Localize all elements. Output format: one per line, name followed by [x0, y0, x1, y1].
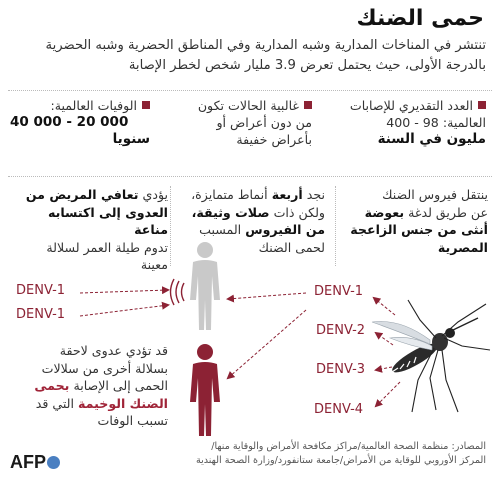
- impact-marks: [171, 279, 185, 305]
- recovery-line3: تدوم طيلة العمر لسلالة: [46, 239, 168, 255]
- types-line1b: أنماط متمايزة،: [191, 187, 268, 202]
- stat-deaths-label: الوفيات العالمية:: [50, 98, 137, 113]
- source-text: [156, 440, 486, 468]
- mosquito-icon: [372, 300, 490, 412]
- recovery-line4: معينة: [140, 257, 168, 272]
- recovery-bold1: تعافي المريض من: [25, 187, 139, 202]
- severe-line4b: التي قد: [35, 395, 75, 411]
- arrow: [376, 367, 392, 370]
- afp-dot-icon: [47, 456, 60, 469]
- arrow: [376, 333, 393, 345]
- types-count: أربعة: [271, 187, 303, 202]
- transmission-line1: ينتقل فيروس الضنك: [382, 187, 488, 202]
- denv-label: DENV-1: [16, 283, 66, 298]
- transmission-bold1: بعوضة: [364, 204, 405, 220]
- severe-line3: الحمى إلى الإصابة: [73, 378, 168, 393]
- arrow: [80, 290, 168, 293]
- arrow: [374, 298, 395, 315]
- denv-label: DENV-2: [316, 323, 366, 338]
- source-line1: المصادر: منظمة الصحة العالمية/مراكز مكافحة الأمراض والوقاية منها/: [211, 441, 486, 452]
- severe-line5: تسبب الوفات: [97, 413, 168, 428]
- types-line1a: نجد: [306, 187, 325, 202]
- stat-deaths-value: 40 000 - 20 000: [10, 114, 129, 130]
- types-line3b: المسبب: [199, 222, 242, 237]
- stat-cases-value: مليون في السنة: [377, 131, 486, 147]
- arrow: [80, 305, 168, 316]
- stat-mild-label: غالبية الحالات تكون: [197, 98, 299, 113]
- transmission-bold3: المصرية: [437, 239, 488, 255]
- types-line2a: ولكن ذات: [273, 204, 325, 220]
- stat-mild-label3: بأعراض خفيفة: [236, 132, 312, 147]
- denv-label: DENV-4: [314, 402, 364, 417]
- stat-deaths-unit: سنويا: [112, 131, 150, 147]
- stat-cases-label: العدد التقديري للإصابات: [349, 98, 473, 113]
- afp-logo: [10, 452, 60, 473]
- source-line2: المركز الأوروبي للوقاية من الأمراض/جامعة ستانفورد/وزارة الصحة الهندية: [195, 455, 486, 466]
- arrow: [228, 293, 306, 299]
- recovery-line1a: يؤدي: [142, 187, 168, 202]
- transmission-line2: عن طريق لدغة: [408, 204, 488, 220]
- severe-line2: بسلالة أخرى من سلالات: [41, 360, 168, 376]
- denv-label: DENV-1: [314, 284, 364, 299]
- recovery-bold2: العدوى إلى اكتسابه مناعة: [47, 204, 168, 237]
- intro-text: تنتشر في المناخات المدارية وشبه المدارية وفي المناطق الحضرية وشبه الحضرية بالدرجة الأولى، حيث يحتمل تعرض 3.9 مليار شخص لخطر الإصابة: [45, 38, 486, 73]
- severe-red1: بحمى: [34, 378, 70, 393]
- severe-line1: قد تؤدي عدوى لاحقة: [59, 343, 168, 358]
- types-line4: لحمى الضنك: [258, 239, 325, 255]
- transmission-bold2: أنثى من جنس الزاعجة: [350, 222, 488, 237]
- arrow: [228, 310, 306, 378]
- sick-person-icon: [190, 344, 220, 436]
- arrow: [376, 382, 400, 406]
- types-virus: من الفيروس: [245, 222, 325, 237]
- stat-cases-label2: العالمية: 98 - 400: [386, 115, 486, 130]
- severe-red2: الضنك الوخيمة: [78, 395, 168, 411]
- healthy-person-icon: [190, 242, 220, 330]
- stat-mild-label2: من دون أعراض أو: [216, 115, 312, 130]
- page-title: حمى الضنك: [356, 6, 484, 31]
- afp-logo-text: AFP: [10, 452, 46, 472]
- denv-label: DENV-1: [16, 307, 66, 322]
- types-related: صلات وثيقة،: [191, 204, 270, 220]
- denv-label: DENV-3: [316, 362, 366, 377]
